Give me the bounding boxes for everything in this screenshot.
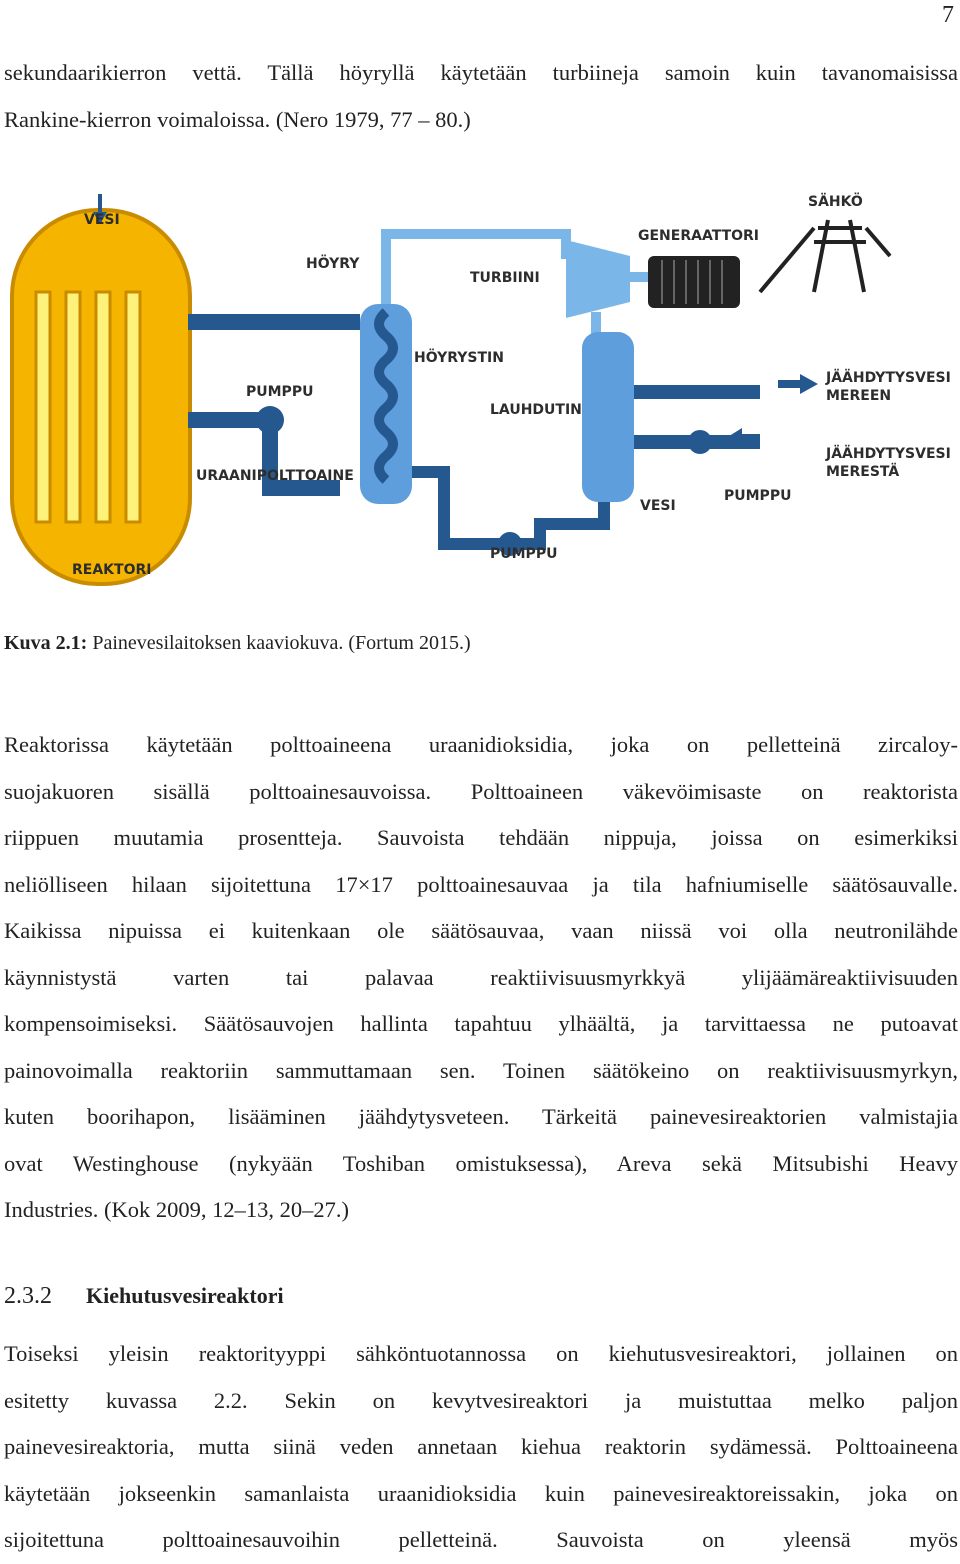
power-pylon xyxy=(760,220,890,292)
label-pumppu-bottom: PUMPPU xyxy=(490,546,558,562)
intro-paragraph xyxy=(4,50,958,143)
turbine xyxy=(566,240,630,318)
label-vesi-bottom: VESI xyxy=(640,498,676,514)
text-line: sekundaarikierron vettä. Tällä höyryllä käytetään turbiineja samoin kuin tavanomaisissa xyxy=(4,60,958,85)
text-line: neliölliseen hilaan sijoitettuna 17×17 polttoainesauvaa ja tila hafniumiselle säätösauvalle. xyxy=(4,871,958,897)
text-line: esitetty kuvassa 2.2. Sekin on kevytvesireaktori ja muistuttaa melko paljon xyxy=(4,1387,958,1413)
pump-right xyxy=(688,430,712,454)
label-reaktori: REAKTORI xyxy=(72,562,152,578)
label-cooling-in-1: JÄÄHDYTYSVESI xyxy=(826,446,951,462)
label-uraanipolttoaine: URAANIPOLTTOAINE xyxy=(196,468,354,484)
page-number: 7 xyxy=(942,2,954,28)
text-line: kompensoimiseksi. Säätösauvojen hallinta tapahtuu ylhäältä, ja tarvittaessa ne putoavat xyxy=(4,1011,958,1036)
text-line: suojakuoren sisällä polttoainesauvoissa. Polttoaineen väkevöimisaste on reaktorista xyxy=(4,778,958,804)
pump-left xyxy=(256,406,284,434)
pwr-diagram xyxy=(0,172,960,592)
text-line: käynnistystä varten tai palavaa reaktiivisuusmyrkkyä ylijäämäreaktiivisuuden xyxy=(4,964,958,990)
text-line: sijoitettuna polttoainesauvoihin pelletteinä. Sauvoista on yleensä myös xyxy=(4,1527,958,1552)
body-paragraph-2 xyxy=(4,1331,958,1564)
section-heading xyxy=(4,1283,284,1310)
body-paragraph-1 xyxy=(4,722,958,1234)
label-hoyrystin: HÖYRYSTIN xyxy=(414,350,504,366)
label-sahko: SÄHKÖ xyxy=(808,194,863,210)
section-title: Kiehutusvesireaktori xyxy=(86,1283,284,1308)
label-cooling-in-2: MERESTÄ xyxy=(826,464,900,480)
label-generaattori: GENERAATTORI xyxy=(638,228,760,244)
text-line: kuten boorihapon, lisääminen jäähdytysveteen. Tärkeitä painevesireaktorien valmistajia xyxy=(4,1104,958,1129)
section-number: 2.3.2 xyxy=(4,1283,52,1309)
text-line: käytetään jokseenkin samanlaista uraanidioksidia kuin painevesireaktoreissakin, joka on xyxy=(4,1480,958,1506)
label-hoyry: HÖYRY xyxy=(306,256,360,272)
text-line: Toiseksi yleisin reaktorityyppi sähköntuotannossa on kiehutusvesireaktori, jollainen on xyxy=(4,1341,958,1366)
text-line: painevesireaktoria, mutta siinä veden annetaan kiehua reaktorin sydämessä. Polttoaineena xyxy=(4,1434,958,1459)
text-line: Industries. (Kok 2009, 12–13, 20–27.) xyxy=(4,1197,349,1222)
text-line: Kaikissa nipuissa ei kuitenkaan ole säätösauvaa, vaan niissä voi olla neutronilähde xyxy=(4,918,958,943)
label-pumppu-left: PUMPPU xyxy=(246,384,314,400)
label-vesi-top: VESI xyxy=(84,212,120,228)
text-line: ovat Westinghouse (nykyään Toshiban omistuksessa), Areva sekä Mitsubishi Heavy xyxy=(4,1150,958,1176)
text-line: riippuen muutamia prosentteja. Sauvoista tehdään nippuja, joissa on esimerkiksi xyxy=(4,825,958,850)
label-lauhdutin: LAUHDUTIN xyxy=(490,402,582,418)
text-line: Reaktorissa käytetään polttoaineena uraanidioksidia, joka on pelletteinä zircaloy- xyxy=(4,732,958,757)
condenser xyxy=(582,332,634,502)
label-cooling-out-2: MEREEN xyxy=(826,388,892,404)
label-turbiini: TURBIINI xyxy=(470,270,540,286)
label-pumppu-right: PUMPPU xyxy=(724,488,792,504)
text-line: Rankine-kierron voimaloissa. (Nero 1979, 77 – 80.) xyxy=(4,106,471,132)
caption-text: Painevesilaitoksen kaaviokuva. (Fortum 2015.) xyxy=(87,632,471,654)
label-cooling-out-1: JÄÄHDYTYSVESI xyxy=(826,370,951,386)
text-line: painovoimalla reaktoriin sammuttamaan sen. Toinen säätökeino on reaktiivisuusmyrkyn, xyxy=(4,1057,958,1083)
steam-pipe xyxy=(386,234,590,304)
caption-label: Kuva 2.1: xyxy=(4,632,88,654)
figure-caption xyxy=(4,632,471,655)
